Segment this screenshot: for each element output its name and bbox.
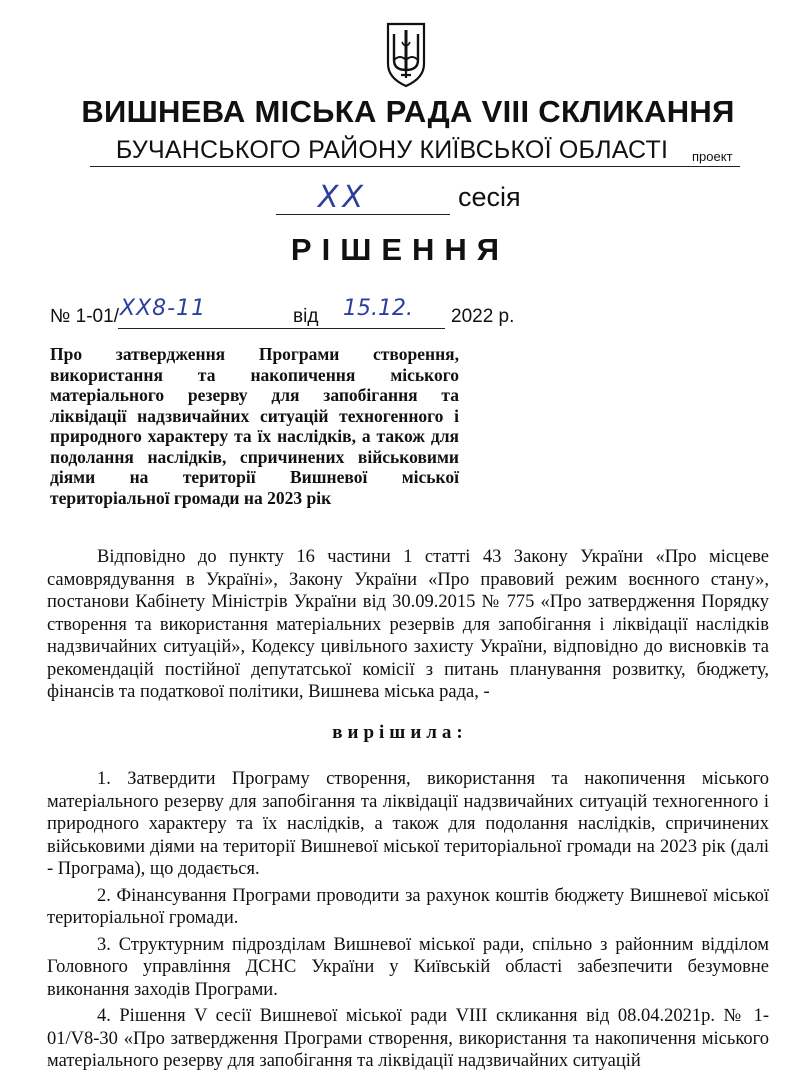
- resolved-heading: вирішила:: [332, 722, 468, 743]
- session-label: сесія: [458, 182, 521, 212]
- decision-point: 1. Затвердити Програму створення, використання та накопичення міського матеріального резерву для запобігання та ліквідації надзвичайних ситуацій техногенного і природного характеру та їх наслідків, а також для подолання наслідків, спричинених військовими діями на території Вишневої міської територіальної громади на 2023 рік (далі - Програма), що додається.: [47, 769, 769, 879]
- decision-from-label: від: [293, 306, 319, 327]
- decision-number-handwritten: XX8-11: [120, 296, 207, 321]
- decision-subject: Про затвердження Програми створення, використання та накопичення міського матеріального резерву для запобігання та ліквідації надзвичайних ситуацій техногенного і природного характеру та їх наслідків, а також для подолання наслідків, спричинених військовими діями на території Вишневої міської територіальної громади на 2023 рік: [50, 344, 459, 508]
- decision-point: 3. Структурним підрозділам Вишневої міської ради, спільно з районним відділом Головного управління ДСНС України у Київській області забезпечити безумовне виконання заходів Програми.: [47, 934, 769, 1000]
- decision-number-line: [118, 328, 336, 329]
- session-blank-line: [276, 214, 450, 215]
- decision-point: 2. Фінансування Програми проводити за рахунок коштів бюджету Вишневої міської територіальної громади.: [47, 885, 769, 928]
- decision-number-prefix: № 1-01/: [50, 306, 119, 327]
- decision-point: 4. Рішення V сесії Вишневої міської ради VIII скликання від 08.04.2021р. № 1-01/V8-30 «Про затвердження Програми створення, використання та накопичення міського матеріального резерву для запобігання та ліквідації надзвичайних ситуацій: [47, 1006, 769, 1071]
- council-subtitle: БУЧАНСЬКОГО РАЙОНУ КИЇВСЬКОЇ ОБЛАСТІ: [115, 136, 669, 164]
- trident-emblem-icon: [384, 20, 428, 88]
- decision-date-handwritten: 15.12.: [343, 296, 413, 321]
- decision-points: [47, 768, 769, 1077]
- decision-date-line: [325, 328, 445, 329]
- council-title: ВИШНЕВА МІСЬКА РАДА VIII СКЛИКАННЯ: [81, 94, 735, 129]
- document-type-heading: РІШЕННЯ: [290, 232, 510, 267]
- session-number: XX: [318, 180, 368, 215]
- draft-label: проект: [692, 149, 733, 164]
- header-divider: [90, 166, 740, 167]
- preamble-paragraph: Відповідно до пункту 16 частини 1 статті 43 Закону України «Про місцеве самоврядування в Україні», Закону України «Про правовий режим воєнного стану», постанови Кабінету Міністрів України від 30.09.2015 № 775 «Про затвердження Порядку створення та використання матеріальних резервів для запобігання і ліквідації наслідків надзвичайних ситуацій», Кодексу цивільного захисту України, відповідно до висновків та рекомендацій постійної депутатської комісії з питань планування розвитку, бюджету, фінансів та податкової політики, Вишнева міська рада, -: [47, 547, 769, 702]
- decision-year: 2022 р.: [451, 306, 515, 327]
